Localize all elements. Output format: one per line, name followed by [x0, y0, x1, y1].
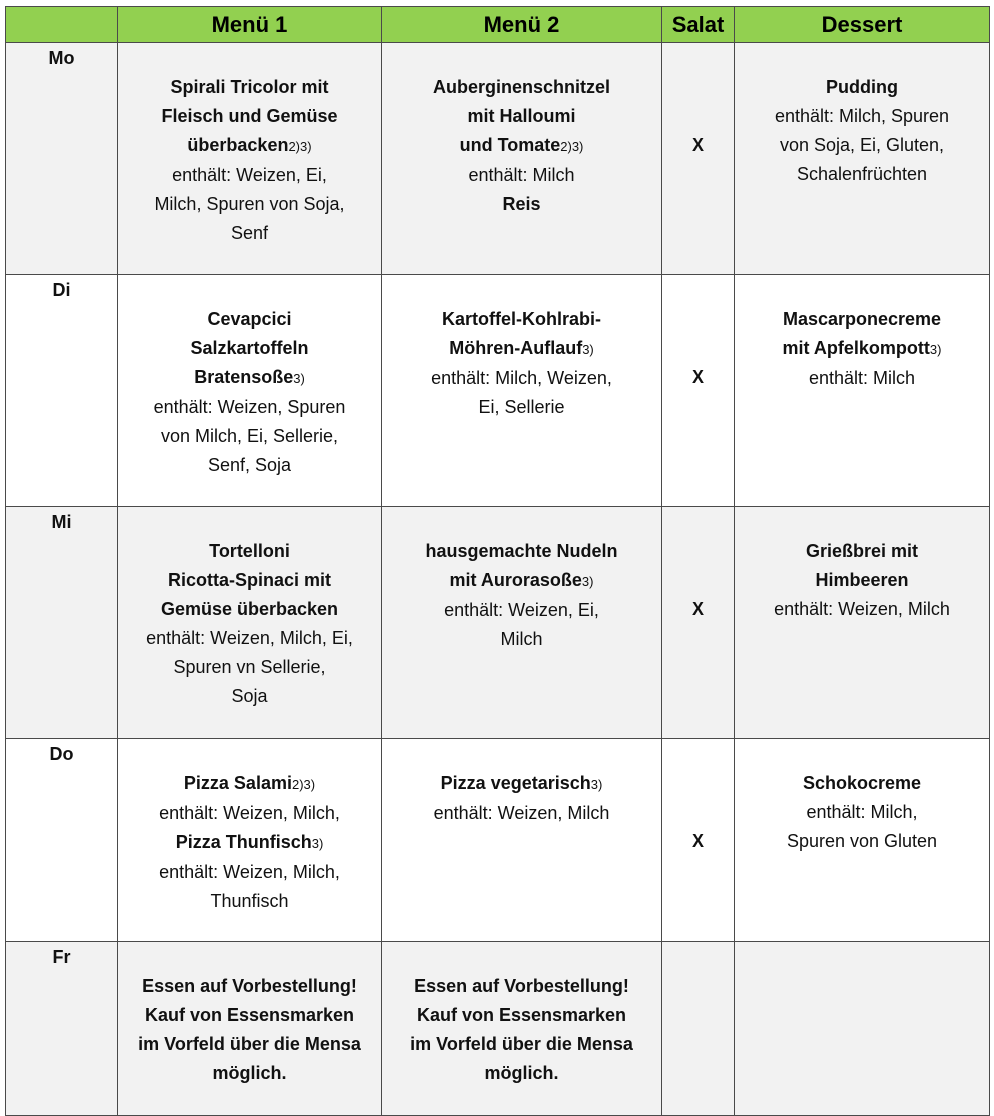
- day-label: Mi: [6, 507, 118, 739]
- menu1-cell: [118, 43, 382, 275]
- salat-cell: X: [662, 739, 735, 942]
- menu-line-text: enthält: Weizen, Spuren: [153, 397, 346, 417]
- menu2-cell: [382, 942, 662, 1116]
- menu-line-text: von Soja, Ei, Gluten,: [779, 135, 945, 155]
- menu-line-text: Himbeeren: [815, 570, 909, 590]
- day-row-fr: [6, 942, 990, 1116]
- menu-line: [741, 798, 983, 827]
- menu-line: [388, 1030, 655, 1059]
- menu-line-text: enthält: Milch: [808, 368, 916, 388]
- header-dessert: Dessert: [735, 7, 990, 43]
- menu-line-text: enthält: Milch,: [806, 802, 918, 822]
- menu-line-text: enthält: Milch, Weizen,: [431, 368, 612, 388]
- menu-line-text: mit Halloumi: [467, 106, 576, 126]
- menu2-cell: [382, 275, 662, 507]
- menu-line: [388, 972, 655, 1001]
- menu-line-text: Senf: [230, 223, 269, 243]
- menu-line-text: Milch: [500, 629, 543, 649]
- menu-line-text: enthält: Weizen, Ei,: [444, 600, 599, 620]
- menu-line-text: Gemüse überbacken: [160, 599, 339, 619]
- menu1-cell: [118, 739, 382, 942]
- menu-line-text: Mascarponecreme: [782, 309, 942, 329]
- menu-line: [741, 131, 983, 160]
- menu-line-text: Pizza Salami: [183, 773, 292, 793]
- menu-line-text: enthält: Weizen, Milch, Ei,: [146, 628, 353, 648]
- menu-line-text: und Tomate: [459, 135, 561, 155]
- menu-line-text: hausgemachte Nudeln: [425, 541, 618, 561]
- menu2-cell: [382, 739, 662, 942]
- menu-line: [741, 537, 983, 566]
- menu-line: [388, 364, 655, 393]
- menu-line: [388, 1059, 655, 1088]
- menu2-cell: [382, 43, 662, 275]
- menu-line-text: mit Aurorasoße: [449, 570, 582, 590]
- menu-line-text: Pudding: [826, 77, 898, 97]
- menu-line-text: möglich.: [484, 1063, 559, 1083]
- day-row-mo: [6, 43, 990, 275]
- allergen-note: 3): [929, 342, 942, 357]
- menu-line-text: Schokocreme: [802, 773, 922, 793]
- menu-line: [124, 190, 375, 219]
- day-label: Di: [6, 275, 118, 507]
- menu-line: [124, 363, 375, 393]
- header-menu2: Menü 2: [382, 7, 662, 43]
- salat-cell: [662, 942, 735, 1116]
- menu-line: [741, 160, 983, 189]
- allergen-note: 2)3): [288, 139, 312, 154]
- menu-line-text: im Vorfeld über die Mensa: [410, 1034, 633, 1054]
- allergen-note: 3): [581, 574, 594, 589]
- menu-line: [124, 858, 375, 887]
- menu-line-text: Essen auf Vorbestellung!: [414, 976, 629, 996]
- menu-line: [388, 393, 655, 422]
- menu-line: [124, 682, 375, 711]
- day-row-di: [6, 275, 990, 507]
- menu-line: [124, 566, 375, 595]
- salat-cell: X: [662, 275, 735, 507]
- menu-line: [124, 1059, 375, 1088]
- menu-line: [124, 537, 375, 566]
- menu-line: [124, 887, 375, 916]
- dessert-cell: [735, 507, 990, 739]
- allergen-note: 3): [311, 836, 324, 851]
- menu-line: [388, 625, 655, 654]
- salat-cell: X: [662, 43, 735, 275]
- menu-line-text: Salzkartoffeln: [190, 338, 309, 358]
- menu-line-text: enthält: Weizen, Milch,: [159, 803, 340, 823]
- day-label: Fr: [6, 942, 118, 1116]
- menu-line-text: Auberginenschnitzel: [432, 77, 611, 97]
- menu-line-text: Spirali Tricolor mit: [170, 77, 329, 97]
- menu-line-text: Bratensoße: [194, 367, 294, 387]
- menu-line: [124, 131, 375, 161]
- weekly-menu-table: [5, 6, 990, 1116]
- menu-line: [124, 305, 375, 334]
- menu-line-text: enthält: Weizen, Milch: [433, 803, 610, 823]
- header-salat: Salat: [662, 7, 735, 43]
- menu-line: [124, 334, 375, 363]
- menu-line-text: überbacken: [187, 135, 289, 155]
- menu-line: [741, 364, 983, 393]
- menu-line: [124, 451, 375, 480]
- dessert-cell: [735, 942, 990, 1116]
- menu-line-text: von Milch, Ei, Sellerie,: [160, 426, 339, 446]
- menu-line: [124, 422, 375, 451]
- menu-line: [741, 566, 983, 595]
- menu1-cell: [118, 507, 382, 739]
- day-row-mi: [6, 507, 990, 739]
- day-row-do: [6, 739, 990, 942]
- menu-line: [388, 769, 655, 799]
- menu-line: [388, 131, 655, 161]
- menu-line: [124, 972, 375, 1001]
- menu-line: [124, 73, 375, 102]
- menu-line-text: Kauf von Essensmarken: [144, 1005, 355, 1025]
- menu-line-text: Kauf von Essensmarken: [416, 1005, 627, 1025]
- menu-line: [124, 595, 375, 624]
- menu-line: [124, 1030, 375, 1059]
- salat-cell: X: [662, 507, 735, 739]
- menu2-cell: [382, 507, 662, 739]
- header-menu1: Menü 1: [118, 7, 382, 43]
- menu-line-text: enthält: Milch: [468, 165, 575, 185]
- dessert-cell: [735, 739, 990, 942]
- menu-line: [124, 1001, 375, 1030]
- menu-line-text: Schalenfrüchten: [796, 164, 928, 184]
- menu-line: [741, 102, 983, 131]
- menu-line-text: Möhren-Auflauf: [449, 338, 583, 358]
- menu1-cell: [118, 275, 382, 507]
- menu-line-text: Kartoffel-Kohlrabi-: [442, 309, 601, 329]
- day-label: Do: [6, 739, 118, 942]
- dessert-cell: [735, 43, 990, 275]
- menu-line-text: Pizza Thunfisch: [175, 832, 312, 852]
- menu-line-text: möglich.: [212, 1063, 287, 1083]
- menu-line-text: Senf, Soja: [207, 455, 292, 475]
- menu-line-text: enthält: Weizen, Milch,: [159, 862, 340, 882]
- menu-line-text: Thunfisch: [210, 891, 289, 911]
- menu-line: [388, 1001, 655, 1030]
- menu-line-text: im Vorfeld über die Mensa: [138, 1034, 361, 1054]
- menu-line-text: Pizza vegetarisch: [440, 773, 591, 793]
- menu-line: [388, 566, 655, 596]
- allergen-note: 2)3): [560, 139, 584, 154]
- menu-line: [741, 827, 983, 856]
- menu-line: [388, 102, 655, 131]
- menu-line-text: enthält: Milch, Spuren: [774, 106, 950, 126]
- menu-line-text: Cevapcici: [207, 309, 292, 329]
- menu-line: [124, 219, 375, 248]
- menu-line-text: mit Apfelkompott: [782, 338, 930, 358]
- menu-line: [124, 769, 375, 799]
- menu-line-text: Soja: [231, 686, 268, 706]
- menu-line-text: Fleisch und Gemüse: [161, 106, 338, 126]
- header-row: [6, 7, 990, 43]
- menu-line-text: Reis: [502, 194, 541, 214]
- menu-line: [388, 161, 655, 190]
- day-label: Mo: [6, 43, 118, 275]
- menu-line: [124, 393, 375, 422]
- menu-line: [388, 596, 655, 625]
- menu-line-text: Spuren von Gluten: [786, 831, 938, 851]
- menu-line-text: enthält: Weizen, Milch: [774, 599, 950, 619]
- menu-line-text: Essen auf Vorbestellung!: [142, 976, 357, 996]
- menu-line: [388, 799, 655, 828]
- menu-line: [124, 653, 375, 682]
- menu-line: [388, 334, 655, 364]
- menu-line-text: Ei, Sellerie: [478, 397, 565, 417]
- allergen-note: 2)3): [291, 777, 316, 792]
- menu-line-text: enthält: Weizen, Ei,: [172, 165, 327, 185]
- allergen-note: 3): [590, 777, 603, 792]
- menu-line: [124, 799, 375, 828]
- menu-line: [124, 102, 375, 131]
- menu-line: [388, 305, 655, 334]
- menu-line: [124, 624, 375, 653]
- menu-line: [741, 73, 983, 102]
- header-day: [6, 7, 118, 43]
- menu-line-text: Ricotta-Spinaci mit: [167, 570, 332, 590]
- menu-line-text: Spuren vn Sellerie,: [173, 657, 326, 677]
- menu-line: [388, 537, 655, 566]
- menu-line: [124, 828, 375, 858]
- menu-line: [124, 161, 375, 190]
- allergen-note: 3): [293, 371, 305, 386]
- menu-line-text: Grießbrei mit: [805, 541, 919, 561]
- menu1-cell: [118, 942, 382, 1116]
- menu-line: [741, 595, 983, 624]
- menu-line: [741, 334, 983, 364]
- menu-line: [741, 305, 983, 334]
- dessert-cell: [735, 275, 990, 507]
- menu-line: [388, 73, 655, 102]
- menu-line-text: Tortelloni: [209, 541, 290, 561]
- menu-line: [741, 769, 983, 798]
- menu-line: [388, 190, 655, 219]
- menu-line-text: Milch, Spuren von Soja,: [154, 194, 345, 214]
- allergen-note: 3): [582, 342, 594, 357]
